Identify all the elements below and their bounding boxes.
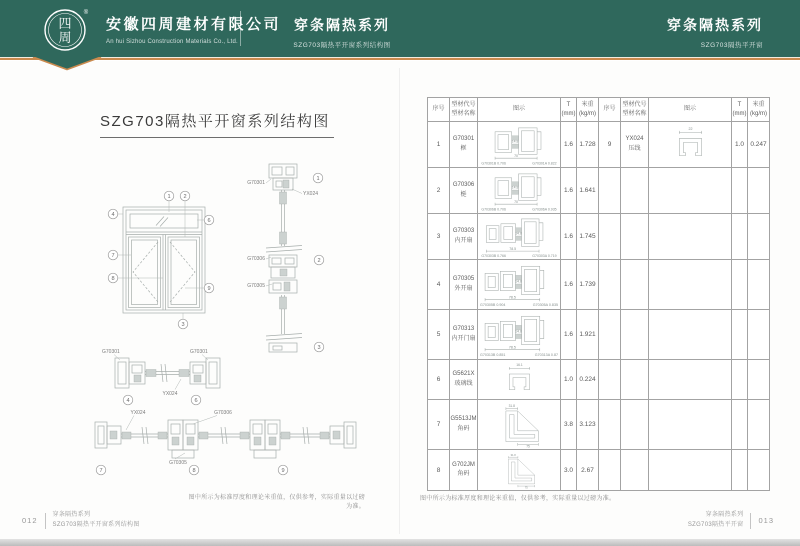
profile-code: G70306: [452, 182, 475, 189]
header-text: 米重: [581, 101, 594, 108]
profile-section-drawing: [479, 311, 559, 358]
header-text: 型材名称: [451, 110, 476, 117]
profile-code-name: [450, 122, 478, 168]
label-yx024: YX024: [303, 191, 319, 197]
col-header-weight: [577, 98, 599, 122]
meter-weight-value: 1.745: [577, 214, 599, 260]
header-divider: [240, 11, 241, 46]
row-number: 2: [428, 168, 450, 214]
profile-code-name: [450, 360, 478, 400]
header-text: 型材代号: [622, 101, 647, 108]
empty-cell: [649, 310, 732, 360]
header-text: (mm): [561, 110, 576, 117]
profile-code-name: [450, 450, 478, 491]
empty-cell: [621, 450, 649, 491]
header-text: (kg/m): [579, 110, 596, 117]
label-g70306: G70306: [247, 256, 265, 262]
callout-4: 4: [111, 212, 115, 218]
label-g70301-right: G70301: [190, 349, 208, 355]
label-yx024-row2: YX024: [130, 410, 146, 416]
series-subtitle: SZG703隔热平开窗系列结构图: [293, 42, 391, 49]
callout-ha-6: 6: [194, 398, 198, 404]
dim-mid: 14.8: [511, 139, 519, 144]
empty-cell: [732, 214, 748, 260]
empty-cell: [621, 400, 649, 450]
profile-diagram: [478, 400, 561, 450]
header-text: 图示: [683, 106, 696, 112]
meter-weight-value: 1.728: [577, 122, 599, 168]
profile-code: G70301: [452, 136, 475, 143]
header-text: T: [566, 101, 571, 108]
profile-code-name: [450, 260, 478, 310]
empty-cell: [748, 260, 770, 310]
empty-cell: [621, 214, 649, 260]
callout-vs-1: 1: [316, 176, 320, 182]
table-half-left: [427, 97, 599, 491]
callout-2: 2: [183, 194, 187, 200]
meter-weight-value: 1.921: [577, 310, 599, 360]
meter-weight-value: 1.641: [577, 168, 599, 214]
thickness-value: 1.6: [561, 260, 577, 310]
header-bar: [0, 0, 800, 57]
empty-cell: [599, 260, 621, 310]
profile-diagram: [478, 310, 561, 360]
empty-cell: [599, 168, 621, 214]
page-number-left: 012: [22, 516, 38, 526]
col-header-thickness: [732, 98, 748, 122]
profile-section-drawing: [479, 361, 559, 398]
empty-cell: [599, 214, 621, 260]
header-text: 米重: [752, 101, 765, 108]
footer-series-left: [53, 511, 140, 530]
profile-spec-table: [427, 97, 770, 491]
profile-name: 玻璃线: [454, 380, 473, 387]
dim-mid: 14.8: [511, 185, 519, 190]
col-header-diagram: [649, 98, 732, 122]
dim-width: 70: [514, 154, 519, 159]
sub-profile-left: G70313B 0.851: [480, 352, 506, 357]
profile-diagram: [478, 360, 561, 400]
header-text: 序号: [432, 106, 445, 112]
sub-profile-right: G70303A 0.719: [532, 254, 557, 258]
empty-cell: [649, 360, 732, 400]
left-page-note: 图中所示为标准厚度和理论米重值，仅供参考，实际重量以过磅为准。: [188, 495, 365, 510]
dim-width: 22: [688, 126, 693, 131]
company-block: [106, 13, 281, 45]
row-number: 1: [428, 122, 450, 168]
row-number: 3: [428, 214, 450, 260]
dim-mid: 14.8: [515, 231, 522, 236]
dim-width: 78.5: [508, 345, 516, 350]
empty-cell: [621, 360, 649, 400]
profile-section-drawing: [479, 451, 559, 489]
sub-profile-right: G70301A 0.822: [532, 161, 557, 166]
header-text: 图示: [512, 106, 525, 112]
profile-section-drawing: [479, 261, 559, 308]
meter-weight-value: 3.123: [577, 400, 599, 450]
horizontal-section-bottom-drawing: [95, 420, 356, 458]
meter-weight-value: 1.739: [577, 260, 599, 310]
profile-section-drawing: [479, 169, 559, 212]
vertical-section-drawing: [266, 164, 302, 352]
profile-section-drawing: [650, 123, 730, 166]
callout-hb-9: 9: [281, 468, 285, 474]
profile-code: G5513JM: [450, 416, 477, 423]
footer-series-line1: 穿条隔热系列: [705, 512, 744, 518]
sub-profile-left: G70301B 0.706: [481, 161, 506, 166]
header-text: 型材名称: [622, 110, 647, 117]
profile-name: 框: [460, 145, 467, 152]
dim-width: 78.5: [509, 246, 517, 251]
dim-width: 31.8: [510, 453, 516, 457]
empty-cell: [599, 310, 621, 360]
label-g70306-row2: G70306: [214, 410, 232, 416]
header-text: 序号: [603, 106, 616, 112]
horizontal-section-top-drawing: [115, 358, 220, 388]
empty-cell: [732, 168, 748, 214]
col-header-thickness: [561, 98, 577, 122]
empty-cell: [748, 400, 770, 450]
callout-hb-7: 7: [99, 468, 103, 474]
footer-series-right: [688, 511, 744, 530]
empty-cell: [732, 400, 748, 450]
profile-code-name: [621, 122, 649, 168]
profile-diagram: [649, 122, 732, 168]
structure-drawing: [90, 150, 380, 495]
row-number: 9: [599, 122, 621, 168]
callout-3: 3: [181, 322, 185, 328]
meter-weight-value: 0.247: [748, 122, 770, 168]
thickness-value: 1.0: [561, 360, 577, 400]
dim-width: 31.8: [508, 403, 515, 408]
footer-right: [688, 511, 774, 530]
callout-1: 1: [167, 194, 171, 200]
col-header-diagram: [478, 98, 561, 122]
header-text: T: [737, 101, 742, 108]
profile-code: YX024: [625, 136, 644, 143]
thickness-value: 3.8: [561, 400, 577, 450]
footer-series-line2: SZG703隔热平开窗: [687, 521, 744, 528]
thickness-value: 1.6: [561, 168, 577, 214]
series-title: 穿条隔热系列: [294, 17, 390, 33]
col-header-code: [450, 98, 478, 122]
meter-weight-value: 2.67: [577, 450, 599, 491]
sub-profile-left: G70305B 0.904: [480, 302, 506, 307]
profile-code-name: [450, 310, 478, 360]
empty-cell: [732, 360, 748, 400]
callout-9: 9: [207, 286, 211, 292]
sub-profile-right: G70306A 0.935: [532, 207, 557, 212]
footer-series-line1: 穿条隔热系列: [52, 512, 91, 518]
dim-height: 75: [524, 486, 528, 489]
profile-diagram: [478, 122, 561, 168]
sub-profile-left: G70303B 0.766: [481, 254, 506, 258]
row-number: 6: [428, 360, 450, 400]
empty-cell: [732, 260, 748, 310]
col-header-no: [599, 98, 621, 122]
row-number: 7: [428, 400, 450, 450]
series-block-right: [543, 15, 763, 49]
thickness-value: 1.6: [561, 122, 577, 168]
label-g70305: G70305: [247, 283, 265, 289]
footer-divider: [45, 513, 46, 529]
window-elevation-drawing: [123, 207, 205, 313]
callout-hb-8: 8: [192, 468, 196, 474]
profile-code: G70305: [452, 276, 475, 283]
empty-cell: [621, 168, 649, 214]
callout-vs-3: 3: [317, 345, 321, 351]
logo-glyph-top: 四: [58, 16, 72, 31]
meter-weight-value: 0.224: [577, 360, 599, 400]
callout-7: 7: [111, 253, 115, 259]
header-accent-line: [0, 57, 800, 61]
empty-cell: [732, 310, 748, 360]
label-g70301: G70301: [247, 180, 265, 186]
dim-width: 78.5: [508, 295, 516, 300]
col-header-no: [428, 98, 450, 122]
callout-6: 6: [207, 218, 211, 224]
footer-divider: [750, 513, 751, 529]
col-header-code: [621, 98, 649, 122]
header-notch-ornament: [32, 57, 102, 73]
empty-cell: [748, 360, 770, 400]
profile-code: G5621X: [452, 371, 475, 378]
company-name-cn: 安徽四周建材有限公司: [106, 16, 282, 33]
empty-cell: [649, 450, 732, 491]
callout-ha-4: 4: [126, 398, 130, 404]
label-g70301-left: G70301: [102, 349, 120, 355]
table-half-right: [599, 97, 770, 491]
label-yx024-bottom: YX024: [162, 391, 178, 397]
dim-mid: 14.8: [514, 329, 523, 334]
profile-section-drawing: [479, 215, 559, 258]
thickness-value: 1.6: [561, 214, 577, 260]
empty-cell: [649, 260, 732, 310]
profile-code: G70303: [452, 228, 475, 235]
profile-code-name: [450, 168, 478, 214]
empty-cell: [748, 310, 770, 360]
col-header-weight: [748, 98, 770, 122]
header-text: 型材代号: [451, 101, 476, 108]
footer-series-line2: SZG703隔热平开窗系列结构图: [52, 521, 140, 528]
header-text: (kg/m): [750, 110, 767, 117]
empty-cell: [621, 260, 649, 310]
empty-cell: [732, 450, 748, 491]
sub-profile-right: G70305A 0.835: [532, 302, 558, 307]
profile-diagram: [478, 214, 561, 260]
profile-name: 角码: [457, 425, 470, 432]
empty-cell: [599, 360, 621, 400]
dim-mid: 14.8: [514, 279, 523, 284]
empty-cell: [649, 168, 732, 214]
thickness-value: 3.0: [561, 450, 577, 491]
sub-profile-right: G70313A 0.87: [534, 352, 558, 357]
logo-glyph-bottom: 周: [58, 30, 72, 45]
page-bottom-edge: [0, 539, 800, 546]
label-g70305-row2: G70305: [169, 460, 187, 466]
header-text: (mm): [732, 110, 747, 117]
company-name-en: An hui Sizhou Construction Materials Co., Ltd.: [106, 39, 238, 45]
empty-cell: [748, 450, 770, 491]
page-number-right: 013: [758, 516, 774, 526]
registered-mark: ®: [83, 10, 89, 16]
profile-name: 内开门扇: [451, 335, 476, 342]
profile-name: 外开扇: [454, 285, 473, 292]
profile-diagram: [478, 168, 561, 214]
profile-name: 压线: [628, 145, 641, 152]
profile-name: 内开扇: [454, 237, 473, 244]
empty-cell: [599, 450, 621, 491]
thickness-value: 1.6: [561, 310, 577, 360]
series-title-right: 穿条隔热系列: [667, 17, 763, 33]
profile-section-drawing: [479, 401, 559, 448]
left-page-title: SZG703隔热平开窗系列结构图: [100, 110, 334, 138]
callout-vs-2: 2: [317, 258, 321, 264]
profile-section-drawing: [479, 123, 559, 166]
empty-cell: [748, 168, 770, 214]
footer-left: [22, 511, 140, 530]
empty-cell: [649, 214, 732, 260]
profile-code-name: [450, 400, 478, 450]
row-number: 8: [428, 450, 450, 491]
row-number: 5: [428, 310, 450, 360]
profile-code-name: [450, 214, 478, 260]
profile-code: G702JM: [452, 461, 475, 468]
callout-8: 8: [111, 276, 115, 282]
empty-cell: [649, 400, 732, 450]
profile-diagram: [478, 450, 561, 491]
series-subtitle-right: SZG703隔热平开窗: [700, 42, 763, 49]
series-block-center: [262, 15, 422, 49]
row-number: 4: [428, 260, 450, 310]
right-page-note: 图中所示为标准厚度和理论米重值，仅供参考，实际重量以过磅为准。: [420, 496, 616, 502]
empty-cell: [621, 310, 649, 360]
sub-profile-left: G70306B 0.706: [481, 207, 506, 212]
thickness-value: 1.0: [732, 122, 748, 168]
dim-width: 70: [514, 200, 519, 205]
dim-height: 75: [526, 444, 530, 448]
page-gutter: [399, 68, 400, 534]
profile-name: 梃: [460, 191, 467, 198]
profile-code: G70313: [452, 326, 475, 333]
dim-width: 16.1: [516, 363, 523, 368]
profile-diagram: [478, 260, 561, 310]
empty-cell: [599, 400, 621, 450]
empty-cell: [748, 214, 770, 260]
profile-name: 角码: [457, 471, 470, 477]
company-logo: [38, 4, 94, 56]
